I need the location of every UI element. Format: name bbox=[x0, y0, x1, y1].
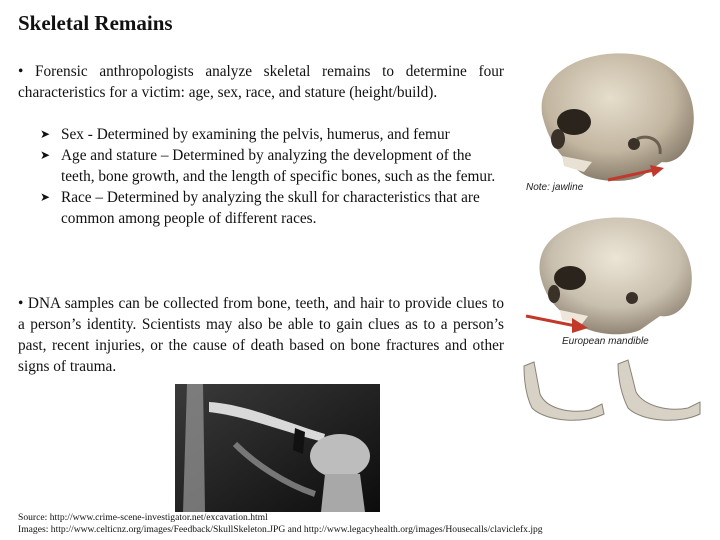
skull-caption-jawline: Note: jawline bbox=[526, 182, 584, 193]
bullet-text-race: Race – Determined by analyzing the skull for characteristics that are common among people of different races. bbox=[61, 189, 480, 227]
source-citation bbox=[18, 512, 708, 536]
clavicle-xray-photo bbox=[175, 384, 380, 512]
source-line-2: Images: http://www.celticnz.org/images/Feedback/SkullSkeleton.JPG and http://www.legacyhealth.org/images/Housecalls/claviclefx.jpg bbox=[18, 524, 543, 535]
red-arrow-icon bbox=[522, 312, 592, 334]
skull-photo-european-mandible bbox=[522, 212, 702, 352]
paragraph-dna-samples: • DNA samples can be collected from bone, teeth, and hair to provide clues to a person’s identity. Scientists may also be able to gain clues as to a person’s past, recent injuries, or the cause of death based on bone fractures and other signs of trauma. bbox=[18, 295, 504, 375]
skull-photo-jawline bbox=[522, 44, 702, 196]
bullet-text-age-stature: Age and stature – Determined by analyzing the development of the teeth, bone growth, and the length of specific bones, such as the femur. bbox=[61, 147, 496, 185]
list-item bbox=[40, 124, 502, 145]
skull-caption-european-mandible: European mandible bbox=[562, 336, 649, 347]
arrow-bullet-icon: ➤ bbox=[40, 190, 51, 204]
bullet-text-sex: Sex - Determined by examining the pelvis, humerus, and femur bbox=[61, 126, 450, 143]
paragraph-forensic-anthropology: • Forensic anthropologists analyze skeletal remains to determine four characteristics for a victim: age, sex, race, and stature (height/build). bbox=[18, 63, 504, 101]
mandible-photos bbox=[518, 356, 704, 428]
source-line-1: Source: http://www.crime-scene-investigator.net/excavation.html bbox=[18, 512, 268, 523]
red-arrow-icon bbox=[606, 164, 666, 184]
list-item bbox=[40, 187, 502, 229]
arrow-bullet-icon: ➤ bbox=[40, 127, 51, 141]
mandible-illustration bbox=[518, 356, 704, 428]
slide-title: Skeletal Remains bbox=[18, 11, 173, 35]
characteristics-list bbox=[40, 124, 502, 229]
xray-illustration bbox=[175, 384, 380, 512]
list-item bbox=[40, 145, 502, 187]
arrow-bullet-icon: ➤ bbox=[40, 148, 51, 162]
